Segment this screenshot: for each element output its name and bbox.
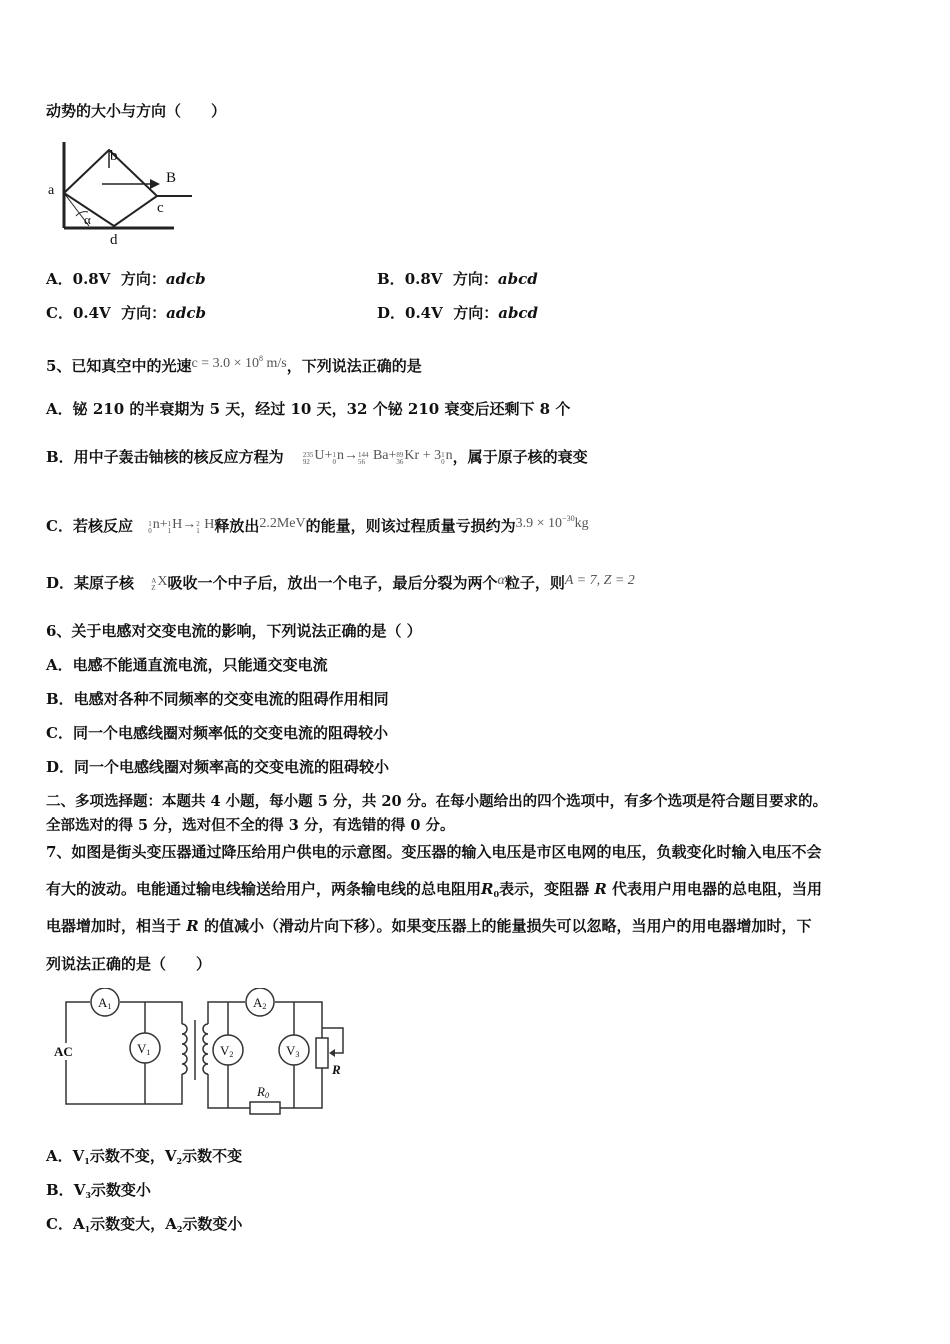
q7-line-2: 有大的波动。电能通过输电线输送给用户，两条输电线的总电阻用$R_0$表示，变阻器 R 代表用户用电器的总电阻，当用 [46,880,823,899]
q7-option-a: A．$V_1$示数不变，$V_2$示数不变 [46,1147,243,1166]
q4-option-c: C．0.4V 方向：adcb [46,304,206,322]
q5-option-a: A．铋 210 的半衰期为 5 天，经过 10 天，32 个铋 210 衰变后还剩下 8 个 [46,400,571,418]
svg-text:V1: V1 [137,1041,151,1057]
q6-stem: 6、关于电感对交变电流的影响，下列说法正确的是（ ） [46,622,422,640]
q6-option-d: D．同一个电感线圈对频率高的交变电流的阻碍较小 [46,758,390,776]
q7-option-b: B．$V_3$示数变小 [46,1181,151,1200]
q5-option-c: C．若核反应 1 0 n+ 1 1 H→ 2 1 H释放出2.2MeV的能量，则该过程质量亏损约为$3.9 \times 10^{-30}kg$ [46,514,589,535]
arrow-head-icon [150,179,160,189]
fusion-equation: 1 0 n+ 1 1 H→ 2 1 H [148,517,215,535]
section-2-heading-cont: 全部选对的得 5 分，选对但不全的得 3 分，有选错的得 0 分。 [46,817,455,834]
ac-label: AC [54,1044,73,1059]
q7-line-4: 列说法正确的是（ ） [46,955,212,973]
q4-option-b: B．0.8V 方向：abcd [377,270,538,288]
q7-circuit [50,988,360,1116]
q4-stem-tail: 动势的大小与方向（ ） [46,102,227,120]
q6-option-c: C．同一个电感线圈对频率低的交变电流的阻碍较小 [46,724,388,742]
fission-equation: 235 92 U+ 1 0 n→ 144 56 Ba+ 89 36 Kr + 3 1 0 n [302,448,453,466]
label-B: B [166,170,177,186]
q5-stem: 5、已知真空中的光速$c = 3.0 \times 10^8$ m/s，下列说法正确的是 [46,354,422,375]
nucleus-symbol: A Z X [151,574,168,592]
section-2-heading: 二、多项选择题：本题共 4 小题，每小题 5 分，共 20 分。在每小题给出的四个选项中，有多个选项是符合题目要求的。 [46,793,828,810]
mass-defect-formula: $3.9 \times 10^{-30}kg$ [515,514,589,531]
q7-option-c: C．$A_1$示数变大，$A_2$示数变小 [46,1215,243,1234]
slider-arrow-icon [329,1049,335,1057]
q5-option-b: B．用中子轰击铀核的核反应方程为 235 92 U+ 1 0 n→ 144 56 Ba+ 89 36 Kr + 3 1 0 n，属于原子核的衰变 [46,448,588,466]
q4-figure [44,138,196,246]
q6-option-a: A．电感不能通直流电流，只能通交变电流 [46,656,328,674]
q4-option-a: A．0.8V 方向：adcb [46,270,206,288]
q4-option-d: D．0.4V 方向：abcd [377,304,539,322]
svg-text:R: R [332,1062,341,1077]
svg-text:R0: R0 [257,1084,269,1100]
label-d: d [110,232,118,246]
q5-option-d: D．某原子核 A Z X吸收一个中子后，放出一个电子，最后分裂为两个α粒子，则A = 7, Z = 2 [46,573,635,592]
q6-option-b: B．电感对各种不同频率的交变电流的阻碍作用相同 [46,690,389,708]
svg-text:V3: V3 [286,1043,300,1059]
svg-text:A2: A2 [253,995,267,1011]
light-speed-formula: $c = 3.0 \times 10^8$ m/s [191,354,287,371]
label-a: a [48,183,55,198]
svg-text:V2: V2 [220,1043,234,1059]
label-c: c [157,200,164,216]
label-b: b [110,148,118,164]
label-alpha: α [84,212,91,227]
svg-text:A1: A1 [98,995,112,1011]
q7-line-3: 电器增加时，相当于 R 的值减小（滑动片向下移）。如果变压器上的能量损失可以忽略，当用户的用电器增加时，下 [46,917,812,935]
q7-line-1: 7、如图是街头变压器通过降压给用户供电的示意图。变压器的输入电压是市区电网的电压，负载变化时输入电压不会 [46,843,822,861]
